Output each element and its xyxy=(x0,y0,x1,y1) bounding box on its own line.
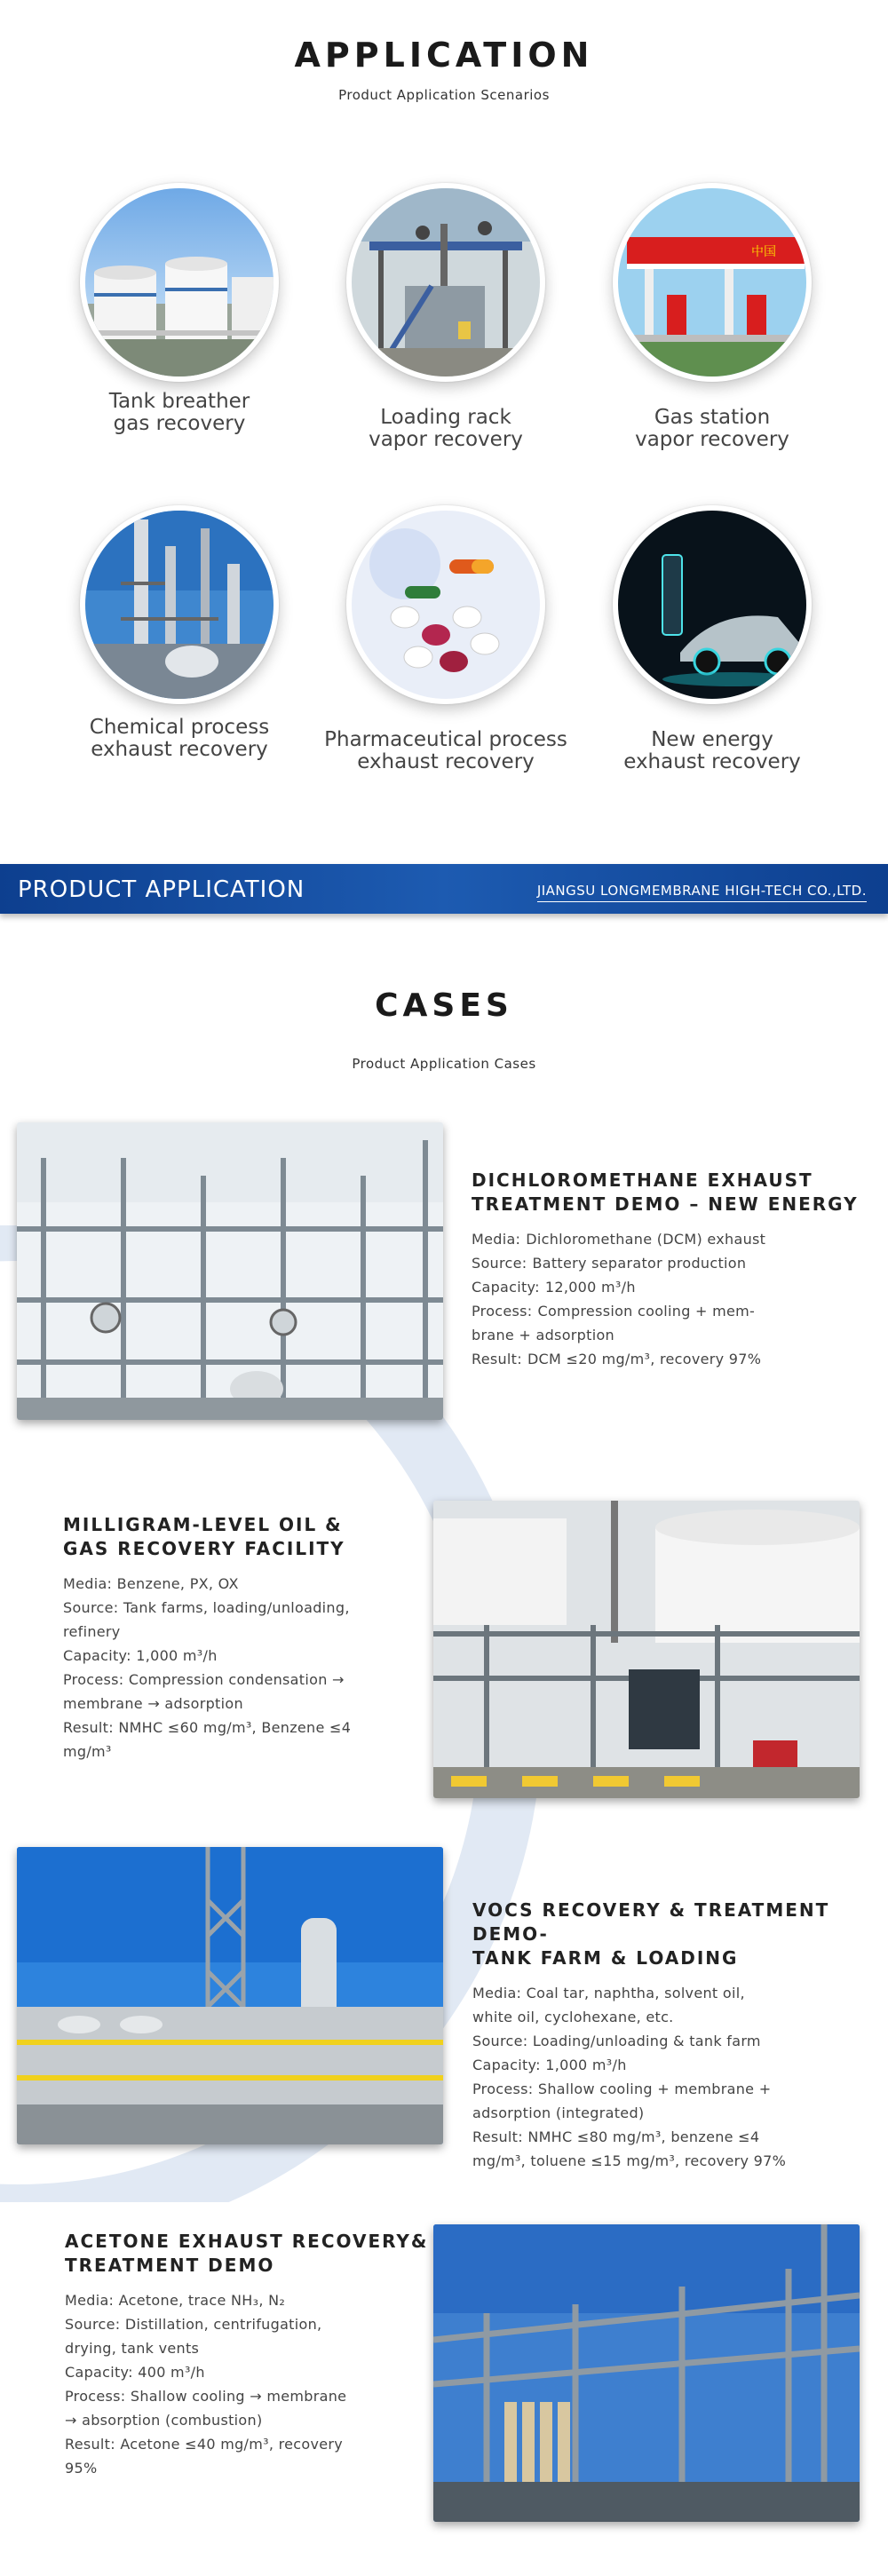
app-label: New energy exhaust recovery xyxy=(623,728,801,773)
case-line: Source: Battery separator production xyxy=(472,1255,747,1272)
case-line: Source: Loading/unloading & tank farm xyxy=(472,2033,761,2049)
case-2-text xyxy=(63,1513,436,1764)
case-4-photo xyxy=(433,2224,860,2522)
application-title: APPLICATION xyxy=(294,36,594,75)
case-line: Capacity: 1,000 m³/h xyxy=(63,1647,218,1664)
case-line: 95% xyxy=(65,2460,98,2477)
gas-station-photo xyxy=(613,183,812,382)
case-line: Result: DCM ≤20 mg/m³, recovery 97% xyxy=(472,1351,762,1367)
case-line: brane + adsorption xyxy=(472,1327,614,1343)
app-item-pharmaceutical xyxy=(313,505,579,773)
case-line: white oil, cyclohexane, etc. xyxy=(472,2009,674,2025)
case-3-text xyxy=(472,1898,872,2173)
case-2-photo xyxy=(433,1501,860,1798)
case-line: drying, tank vents xyxy=(65,2340,200,2357)
banner-company: JIANGSU LONGMEMBRANE HIGH-TECH CO.,LTD. xyxy=(537,883,867,902)
ev-charging-photo xyxy=(613,505,812,704)
case-3-title: VOCS RECOVERY & TREATMENT DEMO- TANK FARM & LOADING xyxy=(472,1899,830,1969)
app-item-gas-station xyxy=(579,183,845,451)
case-line: Capacity: 400 m³/h xyxy=(65,2364,205,2381)
case-line: Result: NMHC ≤80 mg/m³, benzene ≤4 xyxy=(472,2128,760,2145)
case-line: Process: Shallow cooling + membrane + xyxy=(472,2081,772,2097)
case-line: Result: Acetone ≤40 mg/m³, recovery xyxy=(65,2436,344,2453)
app-item-loading-rack xyxy=(313,183,579,451)
case-line: membrane → adsorption xyxy=(63,1695,243,1712)
pills-photo xyxy=(346,505,545,704)
case-2-title: MILLIGRAM-LEVEL OIL & GAS RECOVERY FACILITY xyxy=(63,1514,345,1559)
case-1-photo xyxy=(17,1122,443,1420)
case-line: Media: Benzene, PX, OX xyxy=(63,1575,239,1592)
case-line: adsorption (integrated) xyxy=(472,2104,645,2121)
app-item-new-energy xyxy=(579,505,845,773)
case-line: Source: Tank farms, loading/unloading, xyxy=(63,1599,350,1616)
app-label: Loading rack vapor recovery xyxy=(369,406,523,451)
case-line: Capacity: 1,000 m³/h xyxy=(472,2057,627,2073)
case-line: Media: Coal tar, naphtha, solvent oil, xyxy=(472,1985,745,2001)
cases-subtitle: Product Application Cases xyxy=(352,1056,536,1072)
cases-title: CASES xyxy=(375,987,513,1024)
case-line: Process: Shallow cooling → membrane xyxy=(65,2388,347,2405)
chemical-plant-photo xyxy=(80,505,279,704)
case-line: mg/m³, toluene ≤15 mg/m³, recovery 97% xyxy=(472,2152,787,2169)
case-line: Result: NMHC ≤60 mg/m³, Benzene ≤4 xyxy=(63,1719,352,1736)
case-line: Capacity: 12,000 m³/h xyxy=(472,1279,636,1296)
case-line: Process: Compression condensation → xyxy=(63,1671,345,1688)
banner-title: PRODUCT APPLICATION xyxy=(18,876,305,903)
app-item-tank-breather xyxy=(46,183,313,435)
product-application-banner xyxy=(0,864,888,914)
case-1-title: DICHLOROMETHANE EXHAUST TREATMENT DEMO – NEW ENERGY xyxy=(472,1169,859,1215)
case-line: Source: Distillation, centrifugation, xyxy=(65,2316,322,2333)
svg-text:中国: 中国 xyxy=(751,245,776,259)
app-item-chemical xyxy=(46,505,313,761)
app-label: Gas station vapor recovery xyxy=(635,406,789,451)
case-4-text xyxy=(65,2230,438,2480)
loading-rack-photo xyxy=(346,183,545,382)
case-line: Media: Dichloromethane (DCM) exhaust xyxy=(472,1231,766,1248)
app-label: Tank breather gas recovery xyxy=(108,390,250,435)
case-line: refinery xyxy=(63,1623,121,1640)
app-label: Pharmaceutical process exhaust recovery xyxy=(324,728,567,773)
case-3-photo xyxy=(17,1847,443,2144)
tank-farm-photo xyxy=(80,183,279,382)
case-4-title: ACETONE EXHAUST RECOVERY& TREATMENT DEMO xyxy=(65,2231,429,2276)
case-line: Process: Compression cooling + mem- xyxy=(472,1303,756,1320)
case-line: Media: Acetone, trace NH₃, N₂ xyxy=(65,2292,286,2309)
case-1-text xyxy=(472,1169,871,1371)
application-subtitle: Product Application Scenarios xyxy=(338,87,550,103)
case-line: → absorption (combustion) xyxy=(65,2412,263,2429)
case-line: mg/m³ xyxy=(63,1743,112,1760)
app-label: Chemical process exhaust recovery xyxy=(89,716,270,761)
